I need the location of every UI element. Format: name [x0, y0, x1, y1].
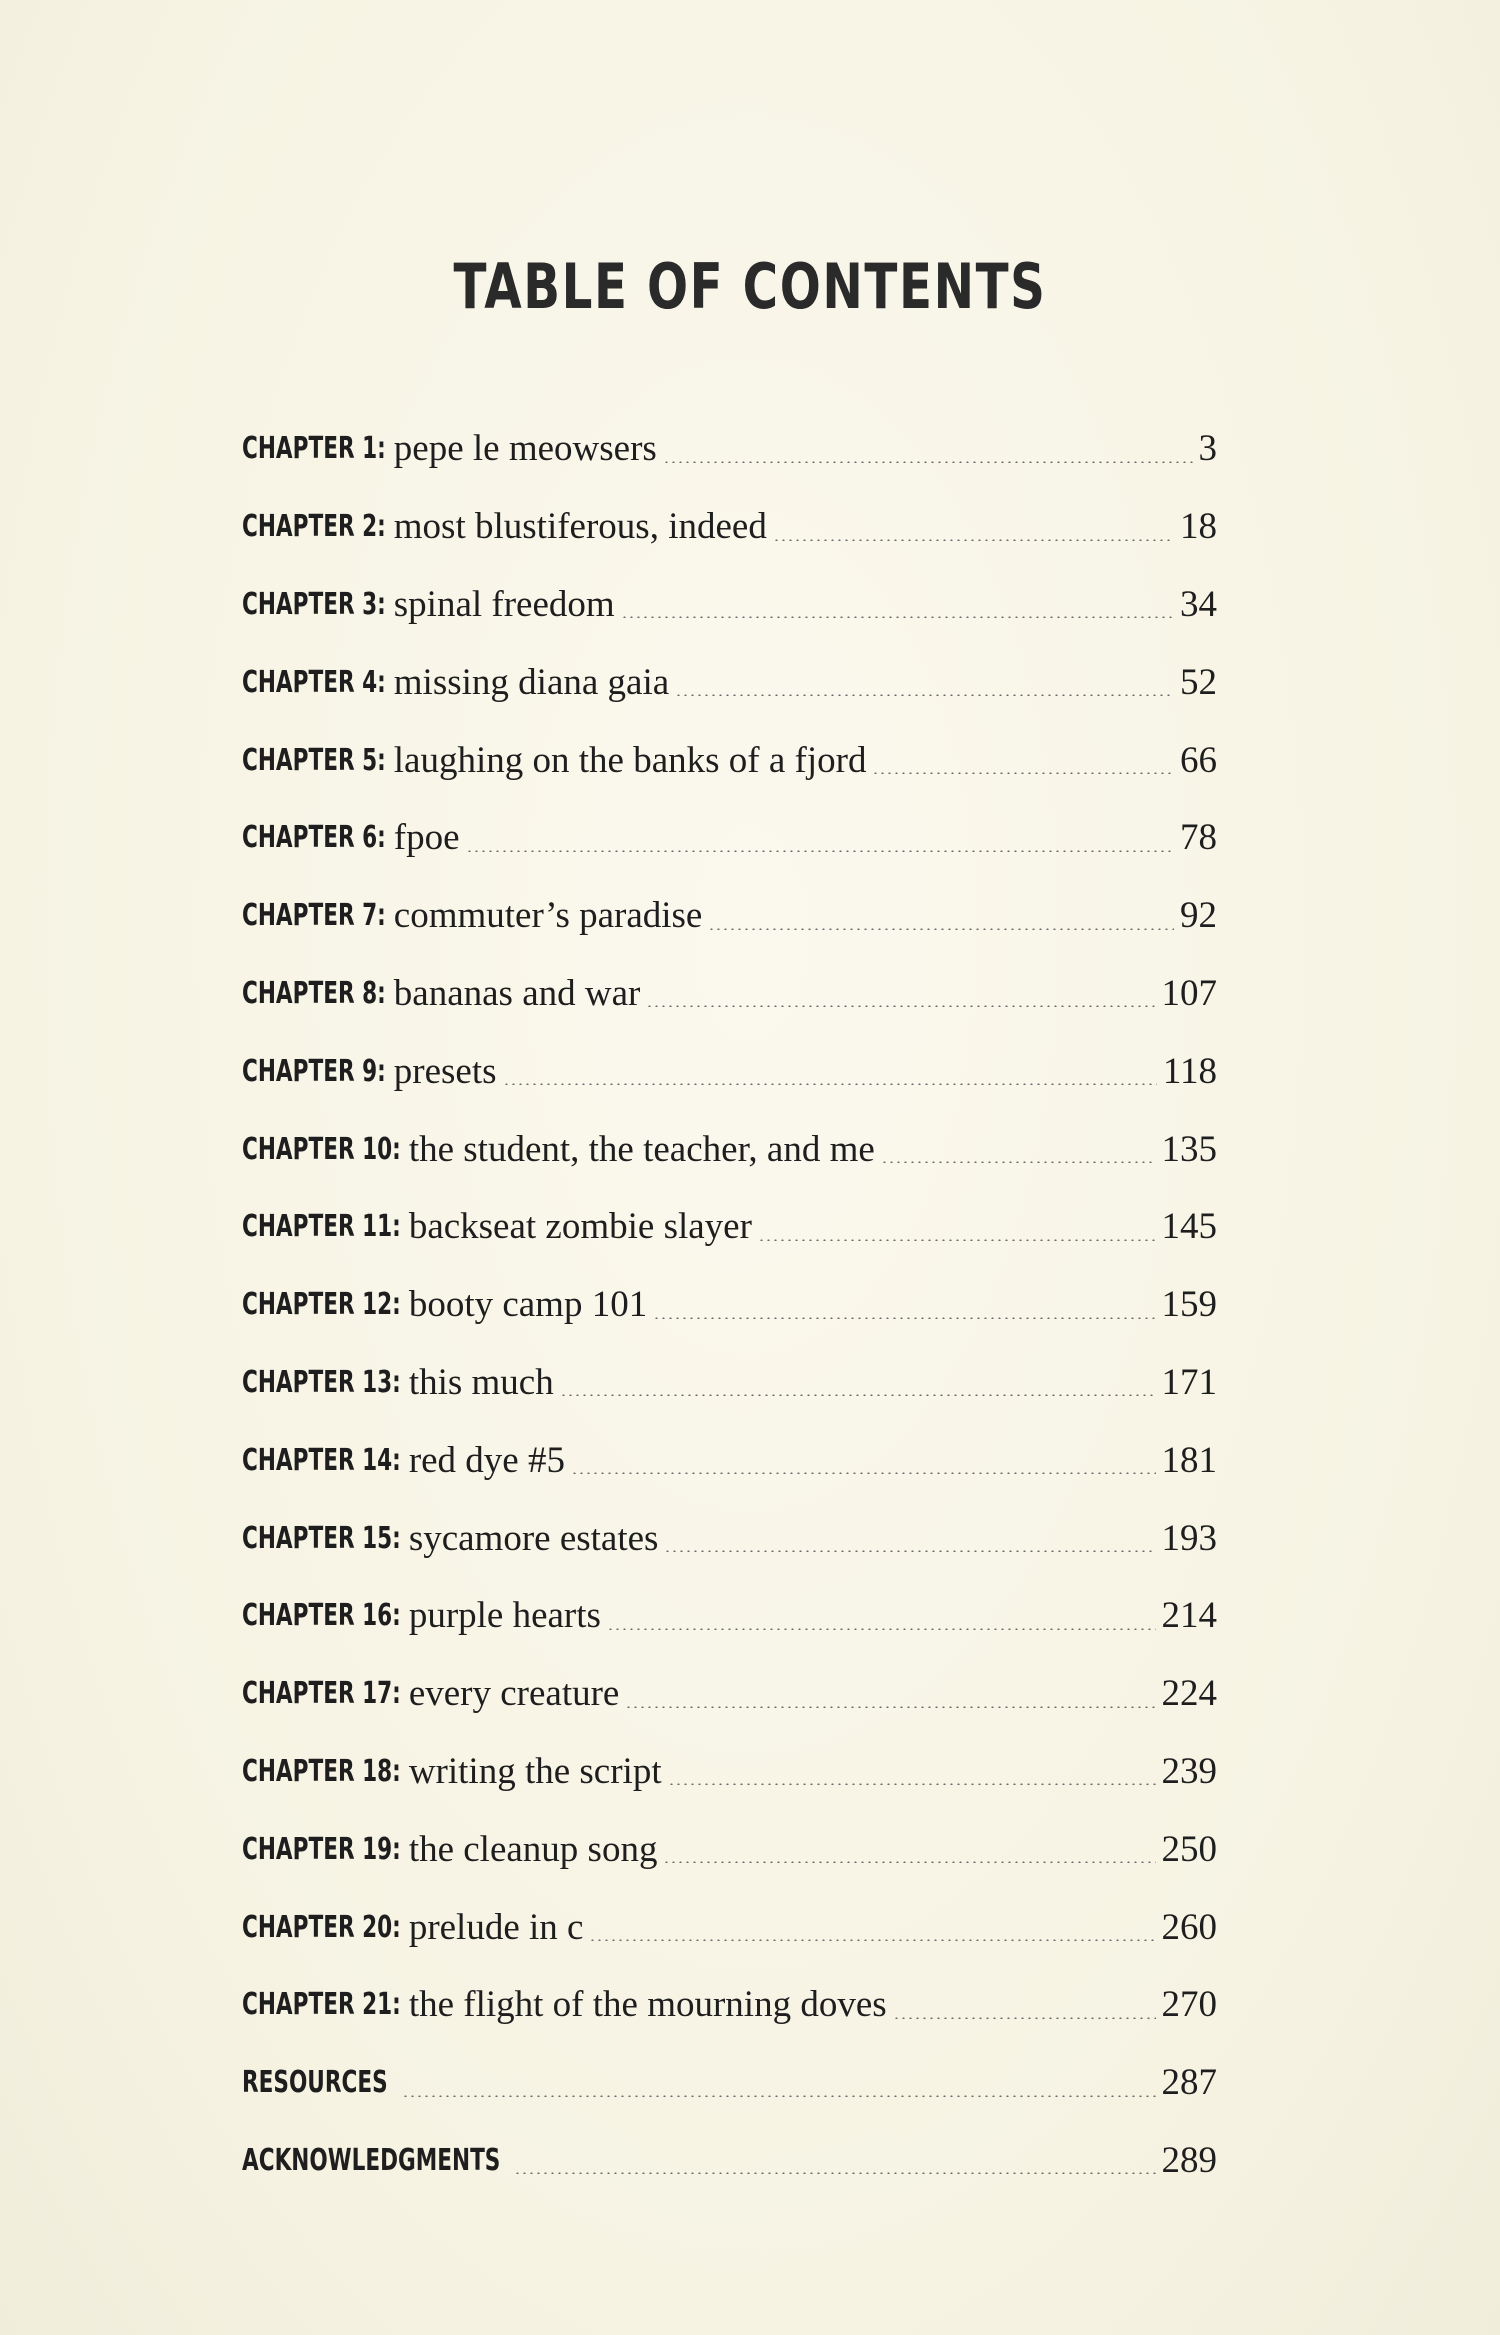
entry-label: CHAPTER 8:: [242, 975, 386, 1011]
entry-label: CHAPTER 17:: [242, 1676, 401, 1712]
toc-entry-chapter-10: [242, 1110, 1217, 1188]
entry-title: the student, the teacher, and me: [408, 1128, 875, 1170]
entry-title: the flight of the mourning doves: [408, 1984, 887, 2026]
entry-label: CHAPTER 15:: [242, 1520, 401, 1556]
entry-page-number: 145: [1161, 1206, 1217, 1248]
entry-title: most blustiferous, indeed: [393, 506, 767, 548]
entry-label: CHAPTER 9:: [242, 1053, 386, 1089]
dot-leader: [663, 1861, 1155, 1863]
toc-entry-resources: [242, 2044, 1217, 2122]
toc-entry-chapter-15: [242, 1499, 1217, 1577]
dot-leader: [625, 1706, 1155, 1708]
entry-label: CHAPTER 3:: [242, 586, 386, 622]
entry-page-number: 159: [1161, 1284, 1217, 1326]
toc-entry-chapter-14: [242, 1421, 1217, 1499]
dot-leader: [503, 1083, 1157, 1085]
dot-leader: [668, 1783, 1156, 1785]
entry-page-number: 34: [1180, 583, 1217, 625]
entry-title: fpoe: [393, 817, 460, 859]
entry-label: ACKNOWLEDGMENTS: [242, 2142, 501, 2178]
entry-page-number: 181: [1161, 1439, 1217, 1481]
page-title: TABLE OF CONTENTS: [453, 250, 1047, 323]
dot-leader: [872, 772, 1174, 774]
entry-page-number: 171: [1161, 1361, 1217, 1403]
toc-entry-chapter-6: [242, 799, 1217, 877]
toc-entry-chapter-19: [242, 1810, 1217, 1888]
entry-page-number: 107: [1161, 972, 1217, 1014]
entry-title: purple hearts: [408, 1595, 601, 1637]
dot-leader: [571, 1472, 1156, 1474]
entry-label: CHAPTER 1:: [242, 431, 386, 467]
dot-leader: [646, 1005, 1155, 1007]
entry-title: sycamore estates: [408, 1517, 659, 1559]
entry-page-number: 18: [1180, 506, 1217, 548]
entry-page-number: 224: [1161, 1673, 1217, 1715]
entry-label: CHAPTER 7:: [242, 898, 386, 934]
toc-entry-chapter-17: [242, 1655, 1217, 1733]
entry-page-number: 66: [1180, 739, 1217, 781]
entry-title: laughing on the banks of a fjord: [393, 739, 867, 781]
dot-leader: [607, 1628, 1156, 1630]
entry-page-number: 3: [1198, 428, 1217, 470]
toc-entry-chapter-4: [242, 643, 1217, 721]
toc-entry-chapter-5: [242, 721, 1217, 799]
entry-label: CHAPTER 20:: [242, 1909, 401, 1945]
toc-entry-acknowledgments: [242, 2122, 1217, 2200]
dot-leader: [560, 1394, 1156, 1396]
entry-label: CHAPTER 5:: [242, 742, 386, 778]
entry-label: CHAPTER 16:: [242, 1598, 401, 1634]
entry-page-number: 214: [1161, 1595, 1217, 1637]
entry-page-number: 52: [1180, 661, 1217, 703]
entry-label: CHAPTER 2:: [242, 509, 386, 545]
entry-page-number: 239: [1161, 1750, 1217, 1792]
entry-title: missing diana gaia: [393, 661, 670, 703]
entry-page-number: 193: [1161, 1517, 1217, 1559]
entry-title: pepe le meowsers: [393, 428, 657, 470]
toc-entry-chapter-11: [242, 1188, 1217, 1266]
entry-page-number: 92: [1180, 895, 1217, 937]
entry-label: CHAPTER 19:: [242, 1831, 401, 1867]
entry-label: CHAPTER 6:: [242, 820, 386, 856]
entry-title: bananas and war: [393, 972, 641, 1014]
dot-leader: [402, 2095, 1156, 2097]
entry-page-number: 78: [1180, 817, 1217, 859]
toc-entry-chapter-18: [242, 1733, 1217, 1811]
entry-title: commuter’s paradise: [393, 895, 703, 937]
entry-title: this much: [408, 1361, 554, 1403]
entry-title: spinal freedom: [393, 583, 615, 625]
entry-label: RESOURCES: [242, 2065, 388, 2101]
toc-entry-chapter-8: [242, 955, 1217, 1033]
toc-list: [242, 410, 1217, 2199]
entry-title: presets: [393, 1050, 497, 1092]
entry-label: CHAPTER 13:: [242, 1364, 401, 1400]
entry-title: red dye #5: [408, 1439, 565, 1481]
dot-leader: [675, 694, 1174, 696]
entry-label: CHAPTER 10:: [242, 1131, 401, 1167]
dot-leader: [758, 1239, 1156, 1241]
entry-title: prelude in c: [408, 1906, 584, 1948]
toc-entry-chapter-13: [242, 1344, 1217, 1422]
entry-label: CHAPTER 4:: [242, 664, 386, 700]
entry-title: the cleanup song: [408, 1828, 658, 1870]
toc-entry-chapter-12: [242, 1266, 1217, 1344]
entry-title: every creature: [408, 1673, 620, 1715]
dot-leader: [664, 1550, 1155, 1552]
toc-entry-chapter-3: [242, 566, 1217, 644]
entry-page-number: 287: [1161, 2062, 1217, 2104]
dot-leader: [514, 2172, 1155, 2174]
entry-page-number: 289: [1161, 2139, 1217, 2181]
dot-leader: [466, 850, 1174, 852]
toc-entry-chapter-16: [242, 1577, 1217, 1655]
toc-entry-chapter-2: [242, 488, 1217, 566]
entry-label: CHAPTER 14:: [242, 1442, 401, 1478]
toc-entry-chapter-9: [242, 1032, 1217, 1110]
toc-entry-chapter-7: [242, 877, 1217, 955]
entry-page-number: 260: [1161, 1906, 1217, 1948]
entry-page-number: 270: [1161, 1984, 1217, 2026]
entry-label: CHAPTER 11:: [242, 1209, 401, 1245]
toc-entry-chapter-21: [242, 1966, 1217, 2044]
entry-title: booty camp 101: [408, 1284, 648, 1326]
dot-leader: [881, 1161, 1156, 1163]
dot-leader: [773, 539, 1174, 541]
dot-leader: [589, 1939, 1155, 1941]
dot-leader: [663, 461, 1193, 463]
entry-page-number: 118: [1162, 1050, 1217, 1092]
dot-leader: [708, 928, 1174, 930]
toc-entry-chapter-1: [242, 410, 1217, 488]
toc-entry-chapter-20: [242, 1888, 1217, 1966]
entry-label: CHAPTER 12:: [242, 1287, 401, 1323]
dot-leader: [893, 2017, 1156, 2019]
entry-page-number: 250: [1161, 1828, 1217, 1870]
dot-leader: [621, 616, 1174, 618]
entry-title: backseat zombie slayer: [408, 1206, 752, 1248]
entry-page-number: 135: [1161, 1128, 1217, 1170]
entry-title: writing the script: [408, 1750, 662, 1792]
entry-label: CHAPTER 21:: [242, 1987, 401, 2023]
dot-leader: [653, 1317, 1155, 1319]
entry-label: CHAPTER 18:: [242, 1753, 401, 1789]
